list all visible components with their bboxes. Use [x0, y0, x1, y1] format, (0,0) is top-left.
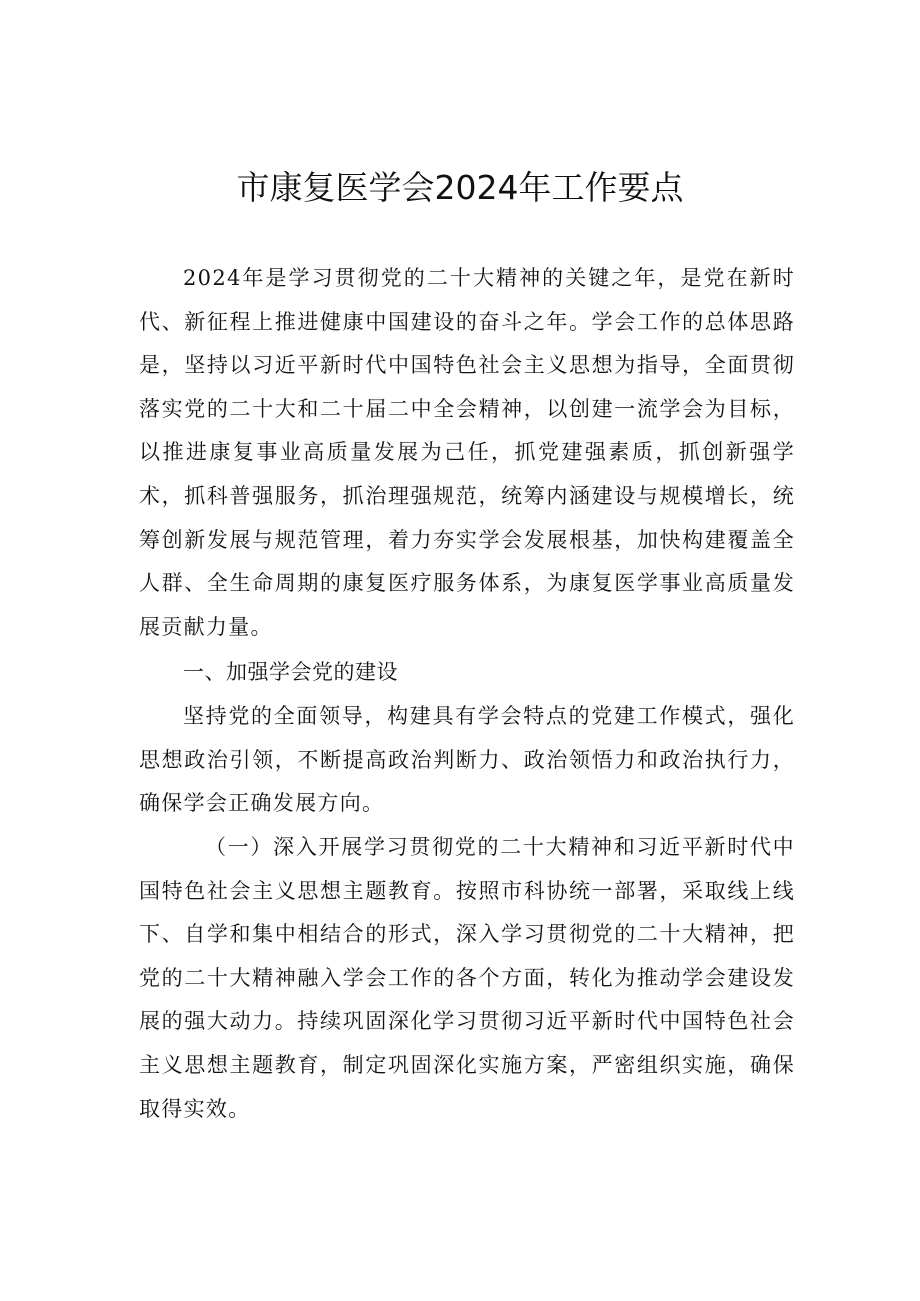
- document-title: 市康复医学会2024年工作要点: [236, 168, 684, 207]
- subsection-paragraph-theme-education: （一）深入开展学习贯彻党的二十大精神和习近平新时代中国特色社会主义思想主题教育。按照市科协统一部署，采取线上线下、自学和集中相结合的形式，深入学习贯彻党的二十大精神，把党的二十大精神融入学会工作的各个方面，转化为推动学会建设发展的强大动力。持续巩固深化学习贯彻习近平新时代中国特色社会主义思想主题教育，制定巩固深化实施方案，严密组织实施，确保取得实效。: [139, 835, 795, 1121]
- intro-paragraph: 2024年是学习贯彻党的二十大精神的关键之年，是党在新时代、新征程上推进健康中国建设的奋斗之年。学会工作的总体思路是，坚持以习近平新时代中国特色社会主义思想为指导，全面贯彻落实党的二十大和二十届二中全会精神，以创建一流学会为目标，以推进康复事业高质量发展为己任，抓党建强素质，抓创新强学术，抓科普强服务，抓治理强规范，统筹内涵建设与规模增长，统筹创新发展与规范管理，着力夯实学会发展根基，加快构建覆盖全人群、全生命周期的康复医疗服务体系，为康复医学事业高质量发展贡献力量。: [139, 266, 795, 639]
- section-paragraph-party-building: 坚持党的全面领导，构建具有学会特点的党建工作模式，强化思想政治引领，不断提高政治判断力、政治领悟力和政治执行力，确保学会正确发展方向。: [139, 704, 795, 816]
- section-heading-party-building: 一、加强学会党的建设: [183, 660, 398, 684]
